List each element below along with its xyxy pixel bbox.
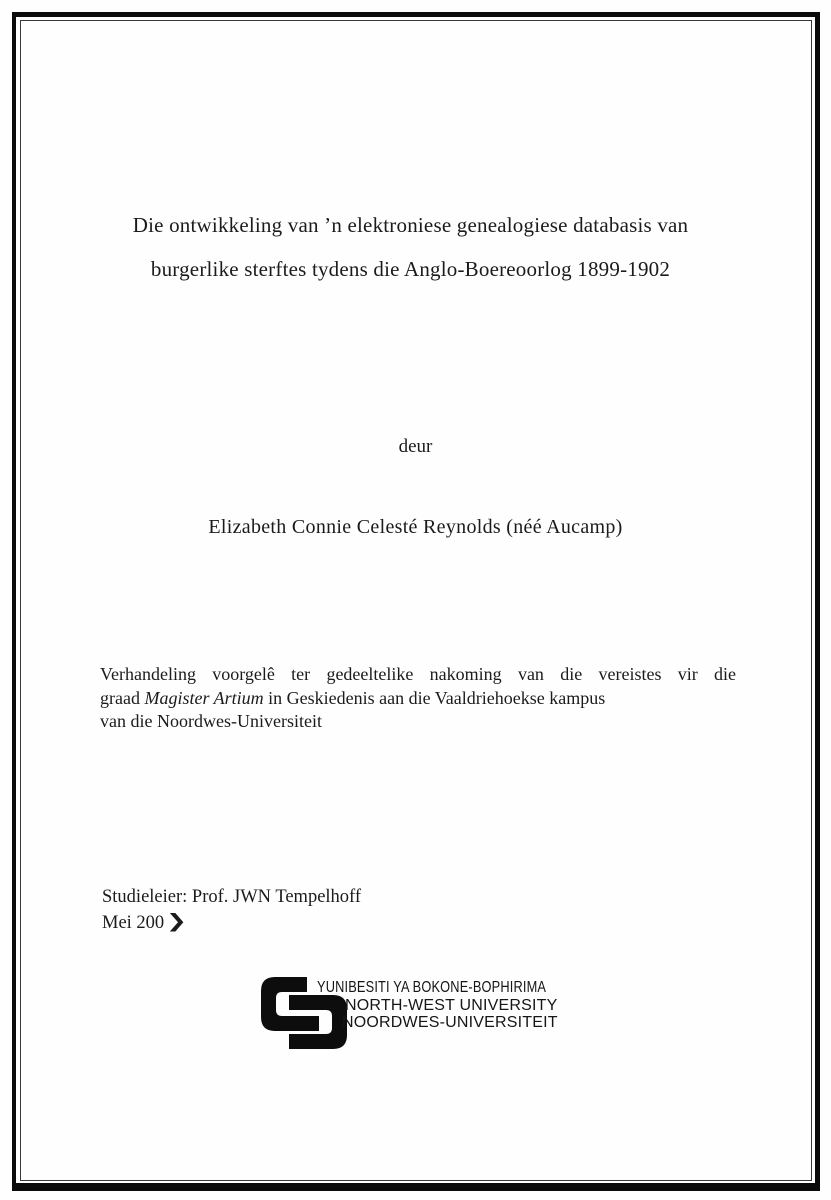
nwu-logo-line-afrikaans: NOORDWES-UNIVERSITEIT — [342, 1014, 558, 1031]
author-name: Elizabeth Connie Celesté Reynolds (néé Aucamp) — [208, 516, 623, 538]
byline-label: deur — [398, 436, 433, 457]
degree-statement-line-3: van die Noordwes-Universiteit — [100, 711, 322, 731]
supervisor-and-date — [102, 884, 361, 936]
degree-statement — [100, 663, 736, 734]
thesis-title-line-2: burgerlike sterftes tydens die Anglo-Boereoorlog 1899-1902 — [150, 257, 671, 281]
degree-statement-line-2-prefix: graad — [100, 687, 145, 708]
thesis-title — [55, 203, 766, 291]
nwu-logo-wordmark — [317, 979, 603, 1032]
degree-statement-line-2-suffix: in Geskiedenis aan die Vaaldriehoekse kampus — [263, 687, 606, 708]
thesis-title-line-1: Die ontwikkeling van ’n elektroniese genealogiese databasis van — [132, 213, 689, 237]
nwu-logo-line-setswana: YUNIBESITI YA BOKONE-BOPHIRIMA — [317, 979, 547, 996]
degree-statement-line-2 — [100, 687, 736, 711]
nwu-logo-line-english: NORTH-WEST UNIVERSITY — [345, 996, 558, 1014]
date-text: Mei 200 — [102, 913, 165, 933]
degree-statement-line-1: Verhandeling voorgelê ter gedeeltelike nakoming van die vereistes vir die — [100, 664, 736, 684]
degree-name-italic: Magister Artium — [144, 687, 264, 708]
date-line — [102, 910, 361, 936]
nwu-logo — [261, 977, 591, 1052]
date-seven-glyph: ❯ — [166, 911, 188, 932]
supervisor-line: Studieleier: Prof. JWN Tempelhoff — [102, 887, 362, 907]
